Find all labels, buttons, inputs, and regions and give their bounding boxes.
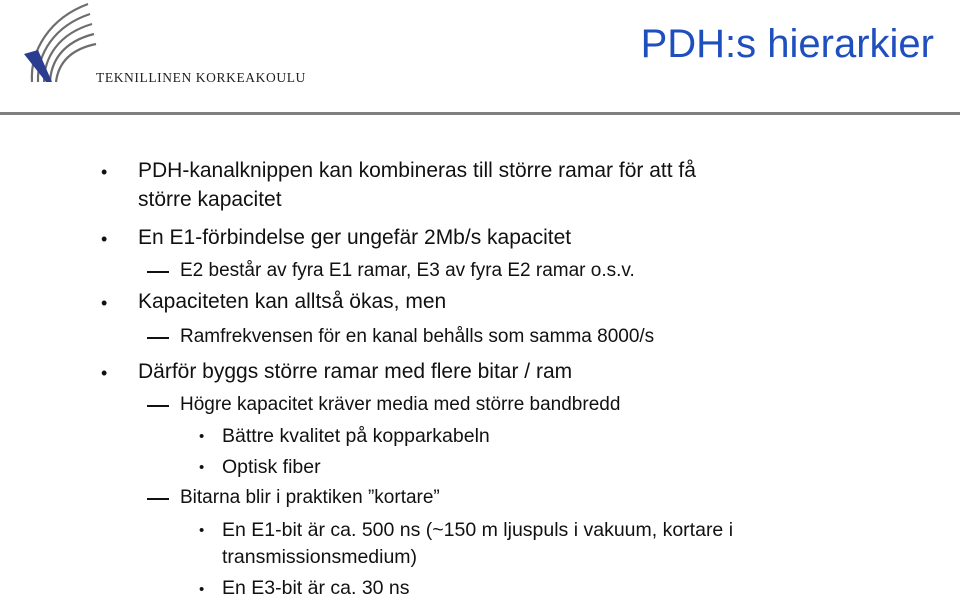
bullet-3-sub-1: Ramfrekvensen för en kanal behålls som samma 8000/s	[180, 326, 655, 347]
title-divider	[0, 112, 960, 115]
bullet-dot-icon: •	[199, 581, 205, 598]
bullet-4: Därför byggs större ramar med flere bitar / ram	[138, 360, 573, 383]
bullet-dot-icon: •	[101, 229, 108, 249]
bullet-dot-icon: •	[101, 162, 108, 182]
bullet-4-sub-2-item-b: En E3-bit är ca. 30 ns	[222, 577, 410, 599]
bullet-2: En E1-förbindelse ger ungefär 2Mb/s kapacitet	[138, 226, 572, 249]
bullet-3: Kapaciteten kan alltså ökas, men	[138, 290, 447, 313]
slide-title: PDH:s hierarkier	[640, 22, 934, 66]
logo-text: TEKNILLINEN KORKEAKOULU	[96, 70, 306, 85]
logo-emblem-icon	[20, 0, 100, 84]
bullet-dot-icon: •	[199, 459, 205, 476]
bullet-4-sub-1: Högre kapacitet kräver media med större bandbredd	[180, 394, 621, 415]
dash-icon	[147, 498, 169, 500]
bullet-1-line-1: PDH-kanalknippen kan kombineras till större ramar för att få	[138, 159, 696, 182]
bullet-dot-icon: •	[101, 363, 108, 383]
bullet-dot-icon: •	[199, 522, 205, 539]
dash-icon	[147, 271, 169, 273]
bullet-1-line-2: större kapacitet	[138, 188, 282, 211]
dash-icon	[147, 337, 169, 339]
bullet-dot-icon: •	[199, 428, 205, 445]
bullet-4-sub-2: Bitarna blir i praktiken ”kortare”	[180, 487, 440, 508]
bullet-4-sub-1-item-a: Bättre kvalitet på kopparkabeln	[222, 425, 490, 447]
bullet-4-sub-2-item-a-line-1: En E1-bit är ca. 500 ns (~150 m ljuspuls i vakuum, kortare i	[222, 519, 734, 541]
bullet-4-sub-2-item-a-line-2: transmissionsmedium)	[222, 546, 418, 568]
bullet-4-sub-1-item-b: Optisk fiber	[222, 456, 321, 478]
bullet-dot-icon: •	[101, 293, 108, 313]
dash-icon	[147, 405, 169, 407]
bullet-2-sub-1: E2 består av fyra E1 ramar, E3 av fyra E2 ramar o.s.v.	[180, 260, 635, 281]
university-logo	[20, 0, 320, 110]
